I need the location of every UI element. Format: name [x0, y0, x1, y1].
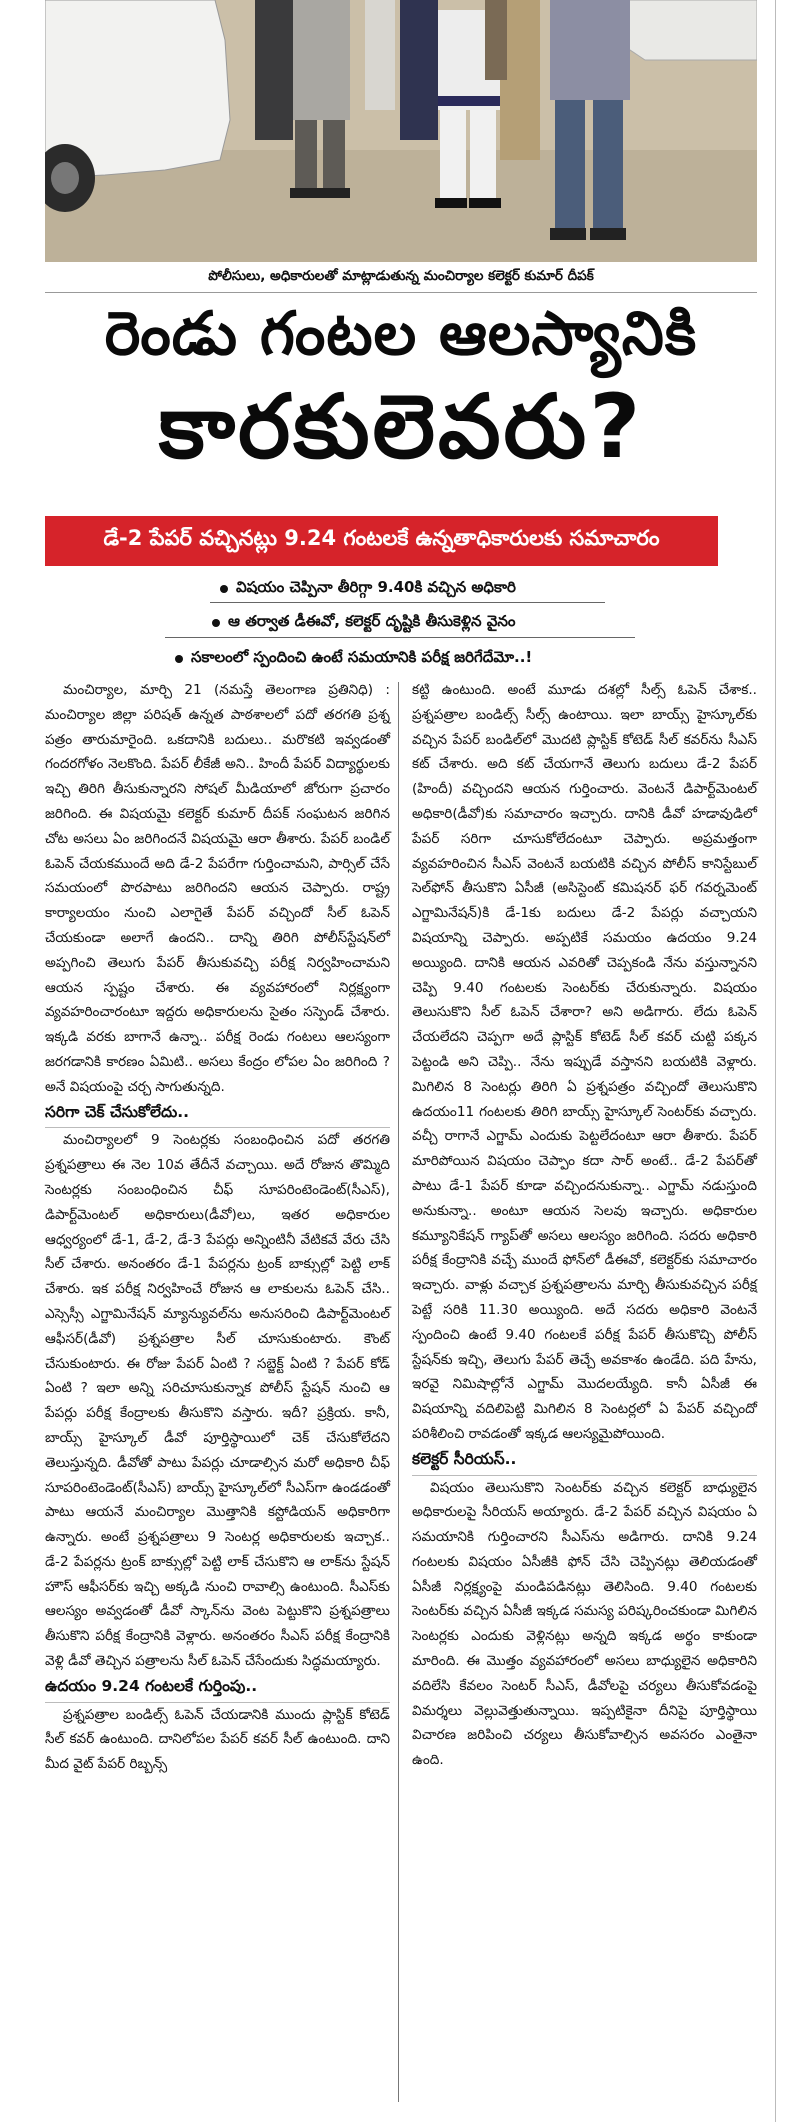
- headline-line-2: కారకులెవరు?: [158, 375, 644, 478]
- bullet-divider: [165, 637, 635, 638]
- red-banner-subheading: డే-2 పేపర్ వచ్చినట్లు 9.24 గంటలకే ఉన్నతాధికారులకు సమాచారం: [45, 516, 718, 566]
- article-paragraph: విషయం తెలుసుకొని సెంటర్‌కు వచ్చిన కలెక్టర్ బాధ్యులైన అధికారులపై సీరియస్ అయ్యారు. డే-2 పేపర్ వచ్చిన విషయం ఏ సమయానికి గుర్తించారని సీఎస్‌ను అడిగారు. దానికి 9.24 గంటలకు విషయం ఏసీజీకి ఫోన్ చేసి చెప్పినట్లు తెలియడంతో ఏసీజీ నిర్లక్ష్యంపై మండిపడినట్లు తెలిసింది. 9.40 గంటలకు సెంటర్‌కు వచ్చిన ఏసీజీ ఇక్కడ సమస్య పరిష్కరించకుండా మిగిలిన సెంటర్లకు ఎందుకు వెళ్లినట్లు అన్నది ఇక్కడ అర్థం కాకుండా మారింది. ఈ మొత్తం వ్యవహారంలో అసలు బాధ్యులైన అధికారిని వదిలేసి కేవలం సెంటర్ సీఎస్, డీవోలపై చర్యలు తీసుకోవడంపై విమర్శలు వెల్లువెత్తుతున్నాయి. ఇప్పటికైనా దీనిపై పూర్తిస్థాయి విచారణ జరిపించి చర్యలు తీసుకోవాల్సిన అవసరం ఎంతైనా ఉంది.: [412, 1479, 757, 1769]
- bullet-text: విషయం చెప్పినా తీరిగ్గా 9.40కి వచ్చిన అధికారి: [236, 578, 516, 596]
- article-paragraph: మంచిర్యాల, మార్చి 21 (నమస్తే తెలంగాణ ప్రతినిధి) : మంచిర్యాల జిల్లా పరిషత్ ఉన్నత పాఠశాలలో పదో తరగతి ప్రశ్న పత్రం తారుమారైంది. ఒకదానికి బదులు.. మరొకటి ఇవ్వడంతో గందరగోళం నెలకొంది. పేపర్ లీకేజీ అని.. హిందీ పేపర్ విద్యార్థులకు ఇచ్చి తిరిగి తీసుకున్నారని సోషల్ మీడియాలో జోరుగా ప్రచారం జరిగింది. ఈ విషయమై కలెక్టర్ కుమార్ దీపక్ సంఘటన జరిగిన చోట అసలు ఏం జరిగిందనే విషయమై ఆరా తీశారు. పేపర్ బండిల్ ఓపెన్ చేయకముందే అది డే-2 పేపరేగా గుర్తించామని, పార్సిల్ చేసే సమయంలో పొరపాటు జరిగిందని ఆయన చెప్పారు. రాష్ట్ర కార్యాలయం నుంచి ఎలాగైతే పేపర్ వచ్చిందో సీల్ ఓపెన్ చేయకుండా అలాగే ఉందని.. దాన్ని తిరిగి పోలీస్‌స్టేషన్‌లో అప్పగించి తెలుగు పేపర్ తీసుకువచ్చి పరీక్ష నిర్వహించామని ఆయన స్పష్టం చేశారు. ఈ వ్యవహారంలో నిర్లక్ష్యంగా వ్యవహరించారంటూ ఇద్దరు అధికారులను సైతం సస్పెండ్ చేశారు. ఇక్కడి వరకు బాగానే ఉన్నా.. పరీక్ష రెండు గంటలు ఆలస్యంగా జరగడానికి కారణం ఏమిటి.. అసలు కేంద్రం లోపల ఏం జరిగింది ? అనే విషయంపై చర్చ సాగుతున్నది.: [45, 682, 390, 1095]
- bullet-dot-icon: [220, 585, 228, 593]
- bullet-dot-icon: [175, 655, 183, 663]
- news-photo: [45, 0, 757, 262]
- section-subheading: కలెక్టర్ సీరియస్..: [412, 1447, 757, 1476]
- article-paragraph: కట్టి ఉంటుంది. అంటే మూడు దశల్లో సీల్స్ ఓపెన్ చేశాక.. ప్రశ్నపత్రాల బండిల్స్ సీల్స్ ఉంటాయి. ఇలా బాయ్స్ హైస్కూల్‌కు వచ్చిన పేపర్ బండిల్‌లో మొదటి ప్లాస్టిక్ కోటెడ్ సీల్ కవర్‌ను సీఎస్ కట్ చేశారు. అది కట్ చేయగానే తెలుగు బదులు డే-2 పేపర్ (హిందీ) వచ్చిందని ఆయన గుర్తించారు. వెంటనే డిపార్ట్‌మెంటల్ అధికారి(డీవో)కు సమాచారం ఇచ్చారు. దానికి డీవో హడావుడిలో పేపర్ సరిగా చూసుకోలేదంటూ చెప్పారు. అప్రమత్తంగా వ్యవహరించిన సీఎస్ వెంటనే బయటికి వచ్చిన పోలీస్ కానిస్టేబుల్ సెల్‌ఫోన్ తీసుకొని ఏసీజీ (అసిస్టెంట్ కమిషనర్ ఫర్ గవర్నమెంట్ ఎగ్జామినేషన్)కి డే-1కు బదులు డే-2 పేపర్లు వచ్చాయని విషయాన్ని చెప్పారు. అప్పటికే సమయం ఉదయం 9.24 అయ్యింది. దానికి ఆయన ఎవరితో చెప్పకండి నేను వస్తున్నానని చెప్పి 9.40 గంటలకు సెంటర్‌కు చేరుకున్నారు. విషయం తెలుసుకొని సీల్ ఓపెన్ చేశారా? అని అడిగారు. లేదు ఓపెన్ చేయలేదని చెప్పగా అదే ప్లాస్టిక్ కోటెడ్ సీల్ కవర్ చుట్టి పక్కన పెట్టండి అని చెప్పి.. నేను ఇప్పుడే వస్తానని బయటికి వెళ్లారు. మిగిలిన 8 సెంటర్లు తిరిగి ఏ ప్రశ్నపత్రం వచ్చిందో తెలుసుకొని ఉదయం11 గంటలకు తిరిగి బాయ్స్ హైస్కూల్ సెంటర్‌కు వచ్చారు. వచ్చీ రాగానే ఎగ్జామ్ ఎందుకు పెట్టలేదంటూ ఆరా తీశారు. పేపర్ మారిపోయిన విషయం చెప్పాం కదా సార్ అంటే.. డే-2 పేపర్‌తో పాటు డే-1 పేపర్ కూడా వచ్చిందనుకున్నా.. ఎగ్జామ్ నడుస్తుంది అనుకున్నా.. అంటూ ఆయన సెలవు ఇచ్చారు. అధికారుల కమ్యూనికేషన్ గ్యాప్‌తో అసలు ఆలస్యం జరిగింది. సదరు అధికారి పరీక్ష కేంద్రానికి వచ్చే ముందే ఫోన్‌లో డీఈవో, కలెక్టర్‌కు సమాచారం ఇచ్చారు. వాళ్లు వచ్చాక ప్రశ్నపత్రాలను మార్చి తీసుకువచ్చిన పరీక్ష పెట్టే సరికి 11.30 అయ్యింది. అదే సదరు అధికారి వెంటనే స్పందించి ఉంటే 9.40 గంటలకే పరీక్ష పేపర్ తీసుకొచ్చి పోలీస్ స్టేషన్‌కు ఇచ్చి, తెలుగు పేపర్ తెచ్చే అవకాశం ఉండేది. పది హేను, ఇరవై నిమిషాల్లోనే ఎగ్జామ్ మొదలయ్యేది. కానీ ఏసీజీ ఈ విషయాన్ని వదిలిపెట్టి మిగిలిన 8 సెంటర్లలో ఏ పేపర్ వచ్చిందో పరిశీలించి రావడంతో ఇక్కడ ఆలస్యమైపోయింది.: [412, 682, 757, 1442]
- bullet-text: ఆ తర్వాత డీఈవో, కలెక్టర్ దృష్టికి తీసుకెళ్లిన వైనం: [228, 612, 516, 630]
- bullet-point-1: [220, 578, 516, 600]
- article-paragraph: మంచిర్యాలలో 9 సెంటర్లకు సంబంధించిన పదో తరగతి ప్రశ్నపత్రాలు ఈ నెల 10వ తేదీనే వచ్చాయి. అదే రోజున తొమ్మిది సెంటర్లకు సంబంధించిన చీఫ్ సూపరింటెండెంట్(సీఎస్), డిపార్ట్‌మెంటల్ అధికారులు(డీవో)లు, ఇతర అధికారుల ఆధ్వర్యంలో డే-1, డే-2, డే-3 పేపర్లు అన్నింటినీ వేటికవే వేరు చేసి సీల్ చేశారు. అనంతరం డే-1 పేపర్లను ట్రంక్ బాక్సుల్లో పెట్టి లాక్ చేశారు. ఇక పరీక్ష నిర్వహించే రోజున ఆ లాకులను ఓపెన్ చేసి.. ఎస్సెస్సీ ఎగ్జామినేషన్ మ్యాన్యువల్‌ను అనుసరించి డిపార్ట్‌మెంటల్ ఆఫీసర్(డీవో) ప్రశ్నపత్రాల సీల్ చూసుకుంటారు. కౌంట్ చేసుకుంటారు. ఈ రోజు పేపర్ ఏంటి ? సబ్జెక్ట్ ఏంటి ? పేపర్ కోడ్ ఏంటి ? ఇలా అన్ని సరిచూసుకున్నాక పోలీస్ స్టేషన్ నుంచి ఆ పేపర్లు పరీక్ష కేంద్రాలకు తీసుకొని వస్తారు. ఇదీ? ప్రక్రియ. కానీ, బాయ్స్ హైస్కూల్ డీవో పూర్తిస్థాయిలో చెక్ చేసుకోలేదని తెలుస్తున్నది. డీవోతో పాటు పేపర్లు చూడాల్సిన మరో అధికారి చీఫ్ సూపరింటెండెంట్(సీఎస్) బాయ్స్ హైస్కూల్‌లో సీఎస్‌గా ఉండడంతో పాటు ఆయనే మంచిర్యాల మొత్తానికి కస్టోడియన్ అధికారిగా ఉన్నారు. అంటే ప్రశ్నపత్రాలు 9 సెంటర్ల అధికారులకు ఇచ్చాక.. డే-2 పేపర్లను ట్రంక్ బాక్సుల్లో పెట్టి లాక్ చేసుకొని ఆ లాక్‌ను స్టేషన్ హౌస్ ఆఫీసర్‌కు ఇచ్చి అక్కడి నుంచి రావాల్సి ఉంటుంది. సీఎస్‌కు ఆలస్యం అవ్వడంతో డీవో స్కాన్‌ను వెంట పెట్టుకొని ప్రశ్నపత్రాలు తీసుకొని పరీక్ష కేంద్రానికి వెళ్లారు. అనంతరం సీఎస్ పరీక్ష కేంద్రానికి వెళ్లి డీవో తెచ్చిన పత్రాలను సీల్ ఓపెన్ చేసేందుకు సిద్ధమయ్యారు.: [45, 1132, 390, 1670]
- article-paragraph: ప్రశ్నపత్రాల బండిల్స్ ఓపెన్ చేయడానికి ముందు ప్లాస్టిక్ కోటెడ్ సీల్ కవర్ ఉంటుంది. దానిలోపల పేపర్ కవర్ సీల్ ఉంటుంది. దాని మీద వైట్ పేపర్ రిబ్బన్స్: [45, 1706, 390, 1773]
- bullet-point-3: [175, 648, 532, 670]
- photo-caption: పోలీసులు, అధికారులతో మాట్లాడుతున్న మంచిర్యాల కలెక్టర్ కుమార్ దీపక్: [45, 262, 757, 293]
- article-column-left: [45, 678, 390, 1777]
- column-divider: [398, 682, 399, 2102]
- article-column-right: [412, 678, 757, 1773]
- section-subheading: ఉదయం 9.24 గంటలకే గుర్తింపు..: [45, 1674, 390, 1703]
- collector-with-police-photo: [45, 0, 757, 262]
- bullet-text: సకాలంలో స్పందించి ఉంటే సమయానికి పరీక్ష జరిగేదేమో..!: [191, 648, 533, 666]
- bullet-divider: [210, 602, 605, 603]
- section-subheading: సరిగా చెక్ చేసుకోలేదు..: [45, 1100, 390, 1129]
- bullet-dot-icon: [212, 619, 220, 627]
- clipping-edge: [775, 0, 776, 2122]
- headline-line-1: రెండు గంటల ఆలస్యానికి: [104, 299, 698, 369]
- bullet-point-2: [212, 612, 516, 634]
